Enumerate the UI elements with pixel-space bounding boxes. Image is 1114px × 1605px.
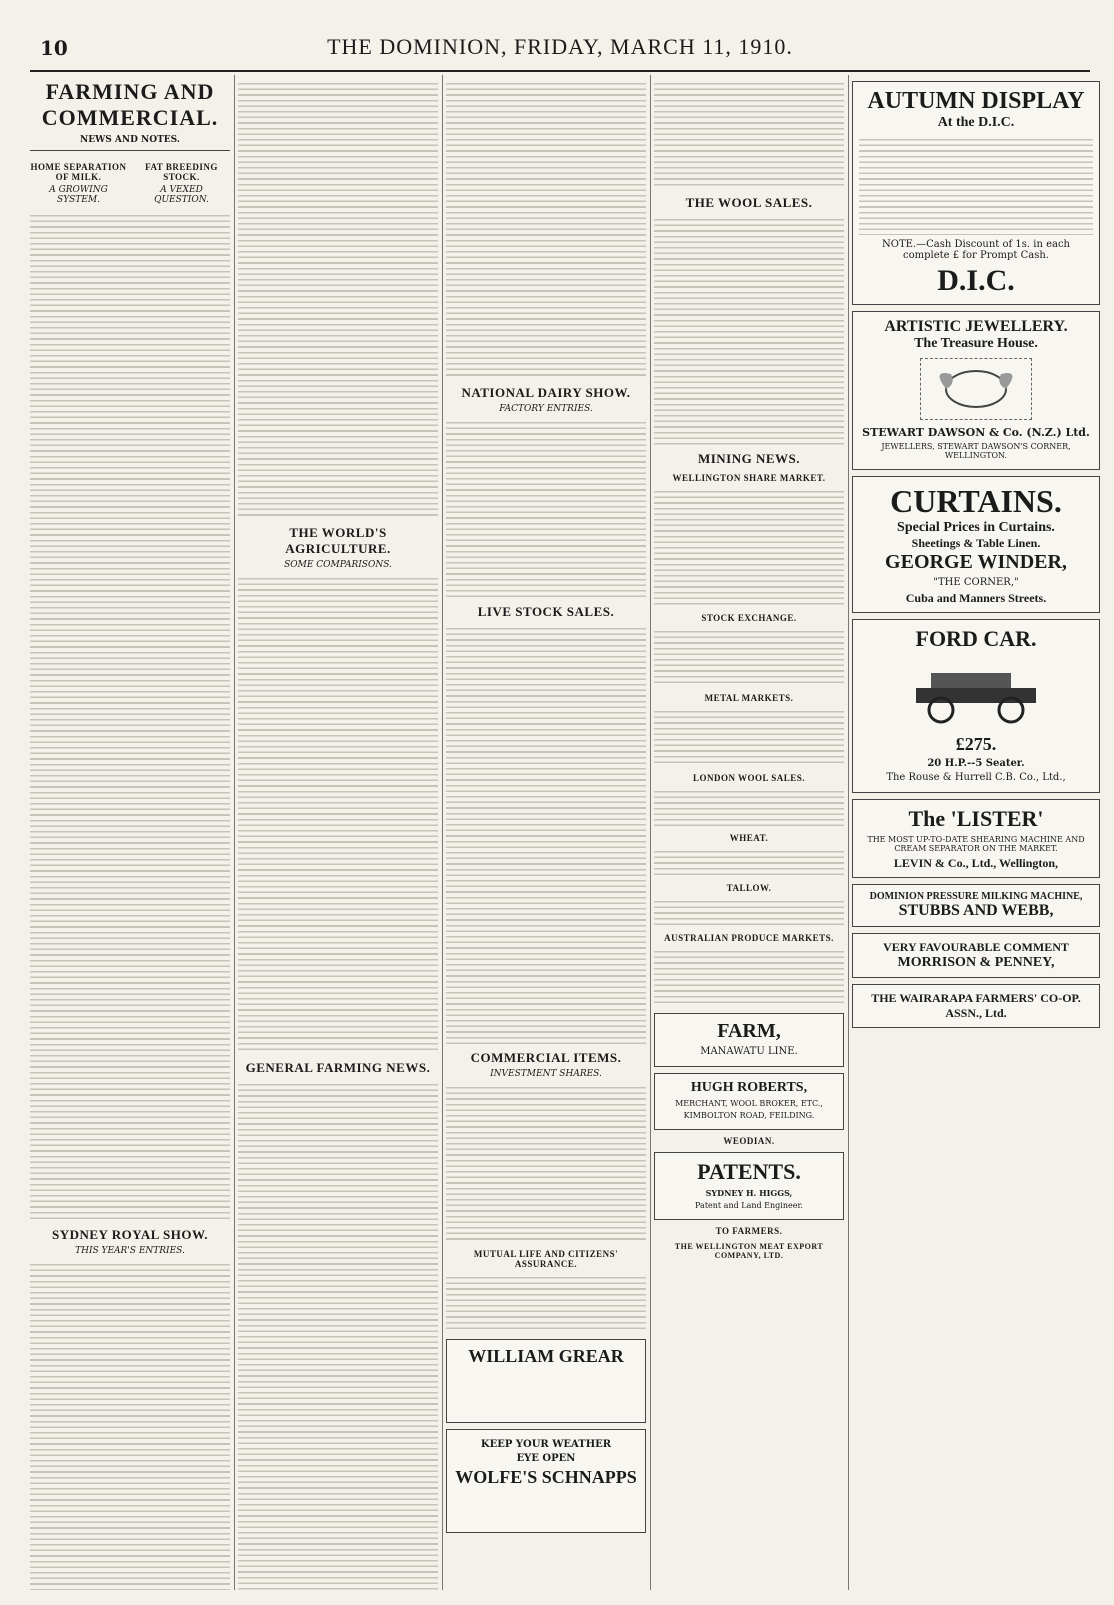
section-title: FARMING AND COMMERCIAL. (41, 79, 219, 130)
article-body (654, 947, 844, 1007)
ad-shop: GEORGE WINDER, (885, 551, 1067, 573)
lister-ad (852, 799, 1100, 878)
ad-maker: STEWART DAWSON & Co. (N.Z.) Ltd. (862, 426, 1090, 439)
column-5 (852, 75, 1100, 1590)
column-rule (442, 75, 443, 1590)
ad-title: VERY FAVOURABLE COMMENT (883, 940, 1069, 954)
article-headline: HOME SEPARATION OF MILK. (30, 162, 127, 182)
article-headline: COMMERCIAL ITEMS. (470, 1050, 622, 1065)
roberts-ad (654, 1073, 844, 1130)
ad-shop: MORRISON & PENNEY, (897, 955, 1055, 970)
ad-subtitle: Special Prices in Curtains. (897, 520, 1055, 535)
article-headline: GENERAL FARMING NEWS. (245, 1060, 431, 1075)
dic-ad (852, 81, 1100, 305)
article-body (238, 79, 438, 519)
article-headline: NATIONAL DAIRY SHOW. (461, 385, 631, 400)
ad-line: 20 H.P.--5 Seater. (927, 758, 1025, 769)
ad-note: NOTE.—Cash Discount of 1s. in each complete £ for Prompt Cash. (882, 239, 1070, 261)
ad-agent: LEVIN & Co., Ltd., Wellington, (893, 856, 1059, 870)
ad-line: Patent and Land Engineer. (695, 1201, 803, 1210)
ad-title: ARTISTIC JEWELLERY. (884, 318, 1068, 335)
section-subtitle: NEWS AND NOTES. (80, 135, 180, 145)
article-headline: LONDON WOOL SALES. (692, 773, 806, 783)
divider (30, 150, 230, 151)
ad-title: CURTAINS. (890, 483, 1062, 519)
ad-subtitle: MANAWATU LINE. (700, 1046, 798, 1057)
ad-subtitle: At the D.I.C. (937, 115, 1015, 130)
article-subhead: A GROWING SYSTEM. (49, 185, 108, 205)
ad-title: The 'LISTER' (908, 806, 1044, 831)
article-body (30, 1260, 230, 1590)
ad-line: THE MOST UP-TO-DATE SHEARING MACHINE AND CREAM SEPARATOR ON THE MARKET. (867, 835, 1085, 853)
article-headline: WEODIAN. (723, 1136, 775, 1146)
article-body (446, 418, 646, 598)
schnapps-ad (446, 1429, 646, 1533)
article-body (238, 1080, 438, 1590)
article-headline: STOCK EXCHANGE. (701, 613, 797, 623)
ad-line: Cuba and Manners Streets. (905, 591, 1047, 605)
column-1 (30, 75, 230, 1590)
ad-title: THE WAIRARAPA FARMERS' CO-OP. ASSN., Ltd. (871, 991, 1081, 1020)
article-body (654, 215, 844, 445)
ad-name: WILLIAM GREAR (468, 1346, 624, 1366)
advertisement (446, 1339, 646, 1423)
article-headline: MUTUAL LIFE AND CITIZENS' ASSURANCE. (473, 1249, 619, 1269)
ad-title: PATENTS. (697, 1159, 801, 1184)
column-rule (848, 75, 849, 1590)
article-body (446, 624, 646, 1044)
article-body (654, 627, 844, 687)
column-2 (238, 75, 438, 1590)
ad-body (859, 135, 1093, 235)
newspaper-title: THE DOMINION, FRIDAY, MARCH 11, 1910. (327, 34, 793, 59)
ad-line: MERCHANT, WOOL BROKER, ETC., (675, 1099, 823, 1108)
ad-line: KEEP YOUR WEATHER (480, 1439, 612, 1450)
article-headline: WELLINGTON SHARE MARKET. (672, 473, 826, 483)
ad-name: SYDNEY H. HIGGS, (705, 1188, 793, 1198)
ad-price: £275. (955, 734, 997, 754)
ad-logo: D.I.C. (937, 264, 1015, 297)
article-subhead: THIS YEAR'S ENTRIES. (75, 1246, 185, 1256)
curtains-ad (852, 476, 1100, 613)
article-headline: METAL MARKETS. (704, 693, 794, 703)
article-headline: THE WORLD'S AGRICULTURE. (285, 525, 391, 556)
article-body (654, 787, 844, 827)
article-headline: TO FARMERS. (715, 1226, 783, 1236)
ad-location: JEWELLERS, STEWART DAWSON'S CORNER, WELLINGTON. (881, 442, 1071, 460)
article-body (446, 1273, 646, 1333)
article-headline: AUSTRALIAN PRODUCE MARKETS. (664, 933, 834, 943)
article-body (238, 574, 438, 1054)
farm-ad (654, 1013, 844, 1067)
column-rule (650, 75, 651, 1590)
ad-line: "THE CORNER," (933, 577, 1019, 588)
article-body (654, 847, 844, 877)
article-body (654, 897, 844, 927)
brooch-icon (920, 358, 1032, 420)
ad-line: EYE OPEN (516, 1453, 576, 1464)
article-subhead: INVESTMENT SHARES. (490, 1069, 602, 1079)
ad-title: FARM, (717, 1020, 781, 1042)
article-subhead: FACTORY ENTRIES. (499, 404, 593, 414)
wairarapa-ad (852, 984, 1100, 1028)
article-body (654, 79, 844, 189)
article-headline: THE WOOL SALES. (685, 195, 813, 210)
car-icon (901, 658, 1051, 728)
page-number: 10 (40, 36, 68, 60)
ad-title: DOMINION PRESSURE MILKING MACHINE, (869, 891, 1083, 902)
article-body (446, 1083, 646, 1243)
column-4 (654, 75, 844, 1590)
ad-title: AUTUMN DISPLAY (867, 88, 1085, 114)
ad-name: HUGH ROBERTS, (690, 1080, 808, 1095)
article-body (654, 707, 844, 767)
column-3 (446, 75, 646, 1590)
ad-subtitle: The Treasure House. (914, 336, 1038, 351)
jewellery-ad (852, 311, 1100, 470)
ford-ad (852, 619, 1100, 793)
ad-line: Sheetings & Table Linen. (911, 536, 1041, 550)
article-body (446, 79, 646, 379)
patents-ad (654, 1152, 844, 1220)
article-headline: TALLOW. (726, 883, 772, 893)
article-headline: LIVE STOCK SALES. (477, 604, 615, 619)
column-rule (234, 75, 235, 1590)
ad-title: FORD CAR. (915, 626, 1037, 651)
article-headline: FAT BREEDING STOCK. (145, 162, 218, 182)
article-body (30, 211, 230, 1221)
article-headline: MINING NEWS. (697, 451, 801, 466)
article-subhead: SOME COMPARISONS. (284, 560, 392, 570)
ad-brand: WOLFE'S SCHNAPPS (455, 1467, 637, 1487)
ad-line: KIMBOLTON ROAD, FEILDING. (683, 1111, 815, 1120)
article-headline: SYDNEY ROYAL SHOW. (51, 1227, 209, 1242)
article-headline: THE WELLINGTON MEAT EXPORT COMPANY, LTD. (674, 1242, 824, 1260)
masthead (30, 30, 1090, 72)
article-body (654, 487, 844, 607)
article-subhead: A VEXED QUESTION. (154, 185, 209, 205)
ad-agent: The Rouse & Hurrell C.B. Co., Ltd., (886, 772, 1066, 783)
morrison-ad (852, 933, 1100, 978)
stubbs-ad (852, 884, 1100, 927)
ad-agent: STUBBS AND WEBB, (898, 902, 1054, 919)
article-headline: WHEAT. (729, 833, 769, 843)
